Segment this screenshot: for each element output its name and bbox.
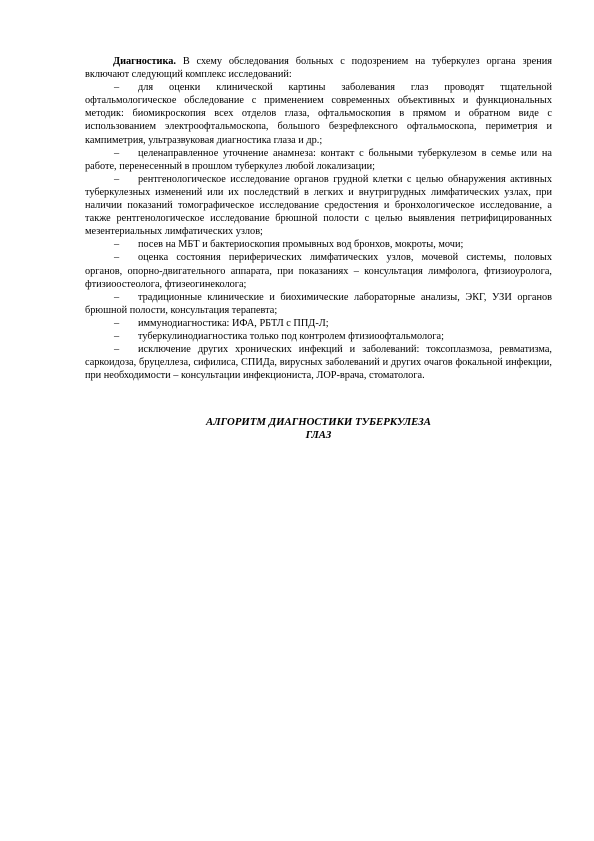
list-dash: – <box>114 317 120 329</box>
list-item-text: туберкулинодиагностика только под контролем фтизиоофтальмолога; <box>138 330 444 342</box>
list-item <box>85 330 552 343</box>
list-item-text: оценка состояния периферических лимфатических узлов, мочевой системы, половых органов, опорно-двигательного аппарата, при показаниях – консультация лимфолога, фтизиоуролога, фтизиоостеолога, фтизеогинеколога; <box>85 252 552 290</box>
list-item-text: рентгенологическое исследование органов грудной клетки с целью обнаружения активных туберкулезных изменений или их последствий в легких и внутригрудных лимфатических узлах, при наличии показаний томографическое исследование средостения и бронхологическое исследование, а также рентгенологическое исследование брюшной полости с целью выявления петрифицированных мезентериальных лимфатических узлов; <box>85 173 552 238</box>
intro-lead: Диагностика. <box>113 56 176 67</box>
list-item <box>85 291 552 317</box>
list-dash: – <box>114 344 120 356</box>
list-dash: – <box>114 291 120 303</box>
list-item <box>85 317 552 330</box>
list-dash: – <box>114 82 120 94</box>
list-item <box>85 238 552 251</box>
list-dash: – <box>114 252 120 264</box>
list-item <box>85 173 552 238</box>
list-dash: – <box>114 147 120 159</box>
list-item <box>85 81 552 146</box>
intro-text: В схему обследования больных с подозрением на туберкулез органа зрения включают следующий комплекс исследований: <box>85 56 552 81</box>
section-heading <box>85 416 552 441</box>
document-page <box>85 55 552 441</box>
section-heading-line-2: ГЛАЗ <box>305 428 332 441</box>
list-item-text: исключение других хронических инфекций и заболеваний: токсоплазмоза, ревматизма, саркоидоза, бруцеллеза, сифилиса, СПИДа, вирусных заболеваний и других очагов фокальной инфекции, при необходимости – консультации инфекциониста, ЛОР-врача, стоматолога. <box>85 344 552 382</box>
list-item <box>85 251 552 290</box>
list-dash: – <box>114 239 120 251</box>
list-item <box>85 343 552 382</box>
list-item <box>85 147 552 173</box>
list-dash: – <box>114 330 120 342</box>
list-item-text: для оценки клинической картины заболевания глаз проводят тщательной офтальмологическое обследование с применением современных объективных и функциональных методик: биомикроскопия всех отделов глаза, офтальмоскопия в прямом и обратном виде с использованием электроофтальмоскопа, большого безрефлексного офтальмоскопа, периметрия и кампиметрия, ультразвуковая диагностика глаза и др.; <box>85 82 552 146</box>
list-item-text: посев на МБТ и бактериоскопия промывных вод бронхов, мокроты, мочи; <box>138 239 464 251</box>
intro-paragraph <box>85 55 552 81</box>
section-heading-line-1: АЛГОРИТМ ДИАГНОСТИКИ ТУБЕРКУЛЕЗА <box>206 416 431 429</box>
list-item-text: традиционные клинические и биохимические лабораторные анализы, ЭКГ, УЗИ органов брюшной полости, консультация терапевта; <box>85 291 552 316</box>
list-dash: – <box>114 173 120 185</box>
list-item-text: целенаправленное уточнение анамнеза: контакт с больными туберкулезом в семье или на работе, перенесенный в прошлом туберкулез любой локализации; <box>85 147 552 172</box>
list-item-text: иммунодиагностика: ИФА, РБТЛ с ППД-Л; <box>138 317 329 329</box>
